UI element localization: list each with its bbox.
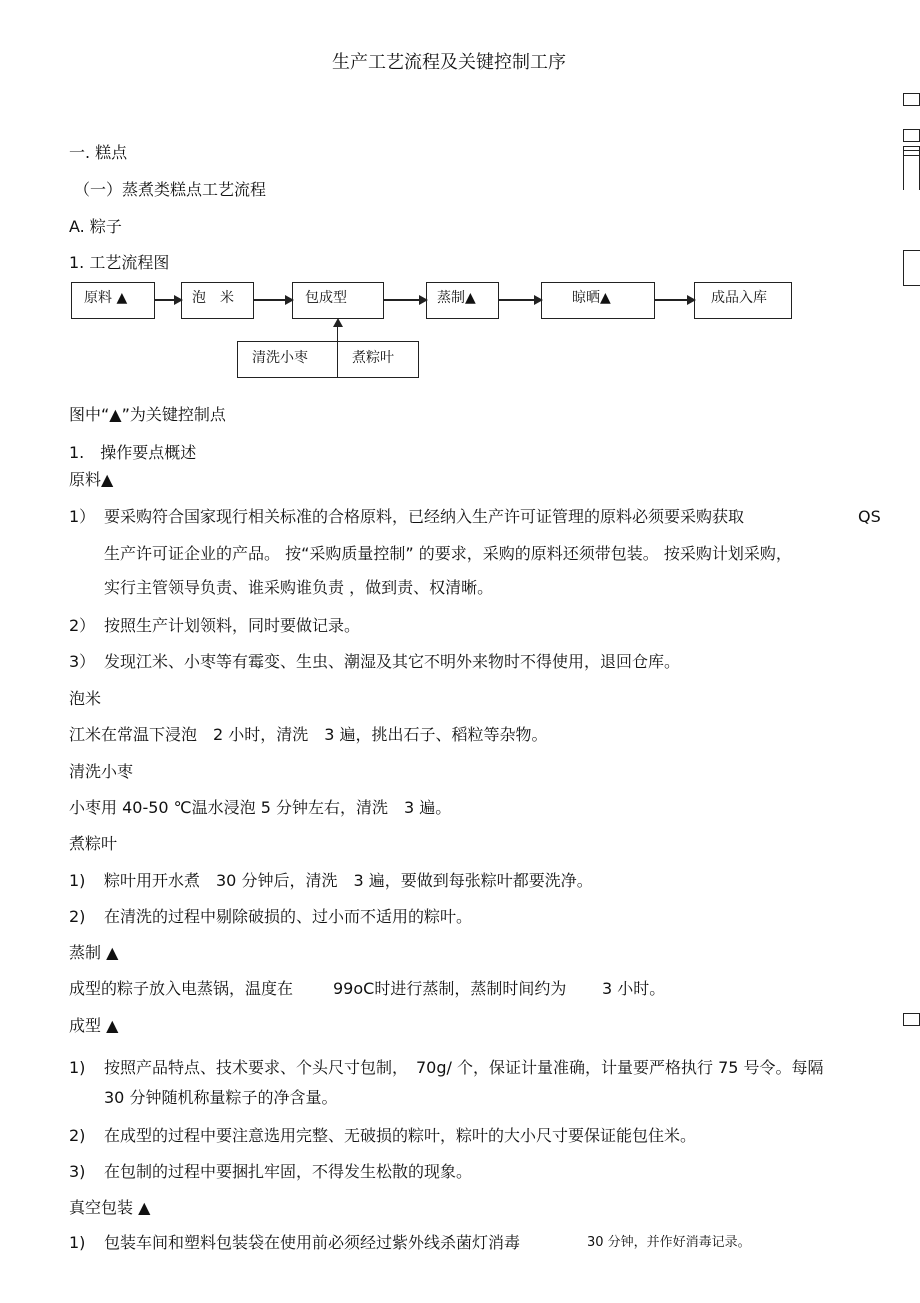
baozhuang-text-1b: 30 分钟，并作好消毒记录。: [587, 1235, 751, 1250]
list-number: 3): [69, 1162, 86, 1181]
zhuzongye-text-1: 粽叶用开水煮 30 分钟后，清洗 3 遍，要做到每张粽叶都要洗净。: [104, 871, 593, 890]
yuanliao-heading: 原料▲: [69, 470, 114, 489]
list-number: 2): [69, 1126, 86, 1145]
yuanliao-text-3: 发现江米、小枣等有霉变、生虫、潮湿及其它不明外来物时不得使用，退回仓库。: [104, 652, 681, 671]
qingxi-heading: 清洗小枣: [69, 762, 134, 781]
flow-box-paomi: 泡 米: [181, 282, 254, 319]
chengxing-text-1b: 30 分钟随机称量粽子的净含量。: [104, 1088, 338, 1107]
flow-arrow: [499, 299, 541, 301]
list-number: 1): [69, 1233, 86, 1252]
baozhuang-text-1a: 包装车间和塑料包装袋在使用前必须经过紫外线杀菌灯消毒: [104, 1233, 521, 1252]
ops-heading: 1. 操作要点概述: [69, 443, 197, 462]
zhengzhi-text-b: 99oC时进行蒸制，蒸制时间约为: [333, 979, 567, 998]
flow-box-zhuzongye: 煮粽叶: [352, 350, 394, 366]
chengxing-text-1a: 按照产品特点、技术要求、个头尺寸包制， 70g/ 个，保证计量准确，计量要严格执行 75 号令。每隔: [104, 1058, 824, 1077]
flow-arrow: [655, 299, 694, 301]
paomi-heading: 泡米: [69, 689, 102, 708]
edge-mark: [903, 129, 920, 142]
chengxing-heading: 成型 ▲: [69, 1016, 119, 1035]
yuanliao-text-1c: 生产许可证企业的产品。 按“采购质量控制” 的要求，采购的原料还须带包装。 按采购计划采购，: [104, 544, 792, 563]
legend-text: 图中“▲”为关键控制点: [69, 405, 226, 424]
section-heading: 一. 糕点: [69, 143, 128, 162]
yuanliao-text-1b: QS: [858, 507, 881, 526]
zhuzongye-text-2: 在清洗的过程中剔除破损的、过小而不适用的粽叶。: [104, 907, 473, 926]
list-number: 1): [69, 871, 86, 890]
yuanliao-text-1d: 实行主管领导负责、谁采购谁负责 ，做到责、权清晰。: [104, 578, 494, 597]
list-number: 1): [69, 1058, 86, 1077]
list-number: 3）: [69, 652, 96, 671]
yuanliao-text-1a: 要采购符合国家现行相关标准的合格原料，已经纳入生产许可证管理的原料必须要采购获取: [104, 507, 745, 526]
qingxi-text: 小枣用 40-50 ℃温水浸泡 5 分钟左右，清洗 3 遍。: [69, 798, 452, 817]
zhuzongye-heading: 煮粽叶: [69, 834, 118, 853]
yuanliao-text-2: 按照生产计划领料，同时要做记录。: [104, 616, 361, 635]
flow-heading: 1. 工艺流程图: [69, 253, 170, 272]
chengxing-text-3: 在包制的过程中要捆扎牢固，不得发生松散的现象。: [104, 1162, 473, 1181]
flow-box-ruku: 成品入库: [694, 282, 792, 319]
flow-box-qingxi: 清洗小枣: [252, 350, 308, 366]
zhengzhi-heading: 蒸制 ▲: [69, 943, 119, 962]
flow-box-baochengxing: 包成型: [292, 282, 384, 319]
subsection-heading: （一）蒸煮类糕点工艺流程: [74, 180, 267, 199]
list-number: 2): [69, 907, 86, 926]
flow-arrow: [155, 299, 181, 301]
flow-arrow: [384, 299, 426, 301]
zhengzhi-text-c: 3 小时。: [602, 979, 666, 998]
flow-arrow: [254, 299, 292, 301]
flow-box-yuanliao: 原料 ▲: [71, 282, 155, 319]
zhengzhi-text-a: 成型的粽子放入电蒸锅，温度在: [69, 979, 294, 998]
edge-mark: [903, 150, 920, 190]
page-title: 生产工艺流程及关键控制工序: [332, 52, 566, 73]
baozhuang-heading: 真空包装 ▲: [69, 1198, 151, 1217]
flow-box-liangshai: 晾晒▲: [541, 282, 655, 319]
list-number: 2）: [69, 616, 96, 635]
edge-mark: [903, 93, 920, 106]
list-number: 1）: [69, 507, 96, 526]
item-heading: A. 粽子: [69, 217, 122, 236]
edge-mark: [903, 250, 920, 286]
flow-box-zhengzhi: 蒸制▲: [426, 282, 499, 319]
paomi-text: 江米在常温下浸泡 2 小时，清洗 3 遍，挑出石子、稻粒等杂物。: [69, 725, 548, 744]
edge-mark: [903, 1013, 920, 1026]
chengxing-text-2: 在成型的过程中要注意选用完整、无破损的粽叶，粽叶的大小尺寸要保证能包住米。: [104, 1126, 697, 1145]
